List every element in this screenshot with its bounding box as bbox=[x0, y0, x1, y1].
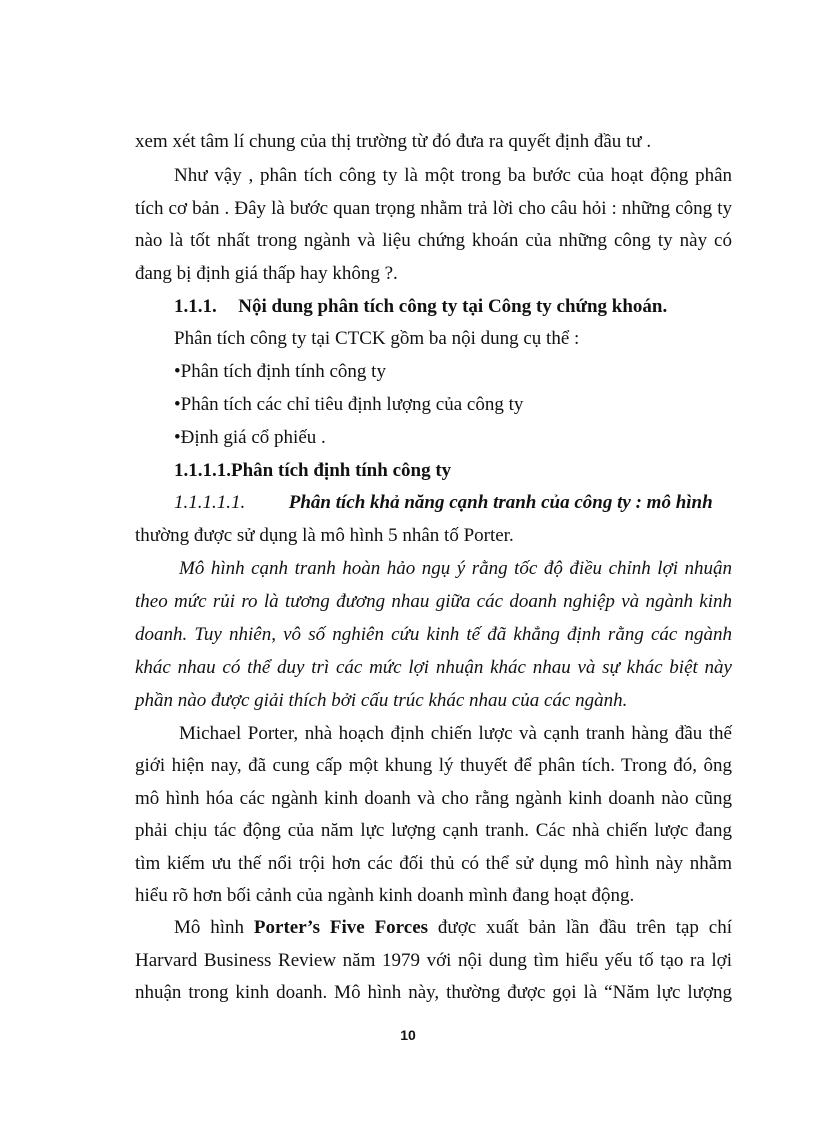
heading-continuation: thường được sử dụng là mô hình 5 nhân tố Porter. bbox=[135, 525, 514, 546]
paragraph-line: theo mức rủi ro là tương đương nhau giữa các doanh nghiệp và ngành kinh bbox=[135, 591, 732, 612]
section-heading-1-1-1-1: 1.1.1.1.Phân tích định tính công ty bbox=[174, 460, 452, 481]
text-run: Mô hình bbox=[174, 917, 254, 938]
list-item bbox=[174, 426, 771, 450]
paragraph-line: xem xét tâm lí chung của thị trường từ đó đưa ra quyết định đầu tư . bbox=[135, 131, 652, 152]
paragraph-line: doanh. Tuy nhiên, vô số nghiên cứu kinh tế đã khẳng định rằng các ngành bbox=[135, 624, 732, 645]
heading-number: 1.1.1.1.1. bbox=[174, 492, 246, 513]
paragraph-line: Như vậy , phân tích công ty là một trong ba bước của hoạt động phân bbox=[174, 165, 732, 186]
paragraph-line: Michael Porter, nhà hoạch định chiến lược và cạnh tranh hàng đầu thế bbox=[179, 723, 732, 744]
heading-number: 1.1.1. bbox=[174, 296, 217, 317]
list-intro: Phân tích công ty tại CTCK gồm ba nội dung cụ thể : bbox=[174, 328, 580, 349]
bullet-icon: • bbox=[174, 394, 181, 415]
bullet-icon: • bbox=[174, 361, 181, 382]
paragraph-line: phần nào được giải thích bởi cấu trúc khác nhau của các ngành. bbox=[135, 690, 628, 711]
text-run: được xuất bản lần đầu trên tạp chí bbox=[428, 917, 732, 938]
paragraph-line bbox=[174, 916, 732, 940]
paragraph-line: Mô hình cạnh tranh hoàn hảo ngụ ý rằng tốc độ điều chỉnh lợi nhuận bbox=[179, 558, 732, 579]
paragraph-line: tích cơ bản . Đây là bước quan trọng nhằm trả lời cho câu hỏi : những công ty bbox=[135, 198, 732, 219]
paragraph-line: giới hiện nay, đã cung cấp một khung lý thuyết để phân tích. Trong đó, ông bbox=[135, 755, 732, 776]
list-item bbox=[174, 360, 771, 384]
paragraph-line: đang bị định giá thấp hay không ?. bbox=[135, 263, 398, 284]
paragraph-line: nào là tốt nhất trong ngành và liệu chứng khoán của những công ty này có bbox=[135, 230, 732, 251]
heading-title: Nội dung phân tích công ty tại Công ty chứng khoán. bbox=[238, 296, 668, 317]
paragraph-line: Harvard Business Review năm 1979 với nội dung tìm hiểu yếu tố tạo ra lợi bbox=[135, 950, 732, 971]
bullet-icon: • bbox=[174, 427, 181, 448]
list-item-text: Phân tích các chỉ tiêu định lượng của công ty bbox=[180, 394, 524, 415]
paragraph-line: khác nhau có thể duy trì các mức lợi nhuận khác nhau và sự khác biệt này bbox=[135, 657, 732, 678]
heading-title: Phân tích khả năng cạnh tranh của công ty : mô hình bbox=[288, 492, 713, 513]
bold-term: Porter’s Five Forces bbox=[253, 917, 429, 938]
paragraph-line: mô hình hóa các ngành kinh doanh và cho rằng ngành kinh doanh nào cũng bbox=[135, 788, 732, 809]
section-heading-1-1-1 bbox=[174, 295, 771, 319]
list-item-text: Định giá cổ phiếu . bbox=[180, 427, 326, 448]
paragraph-line: hiểu rõ hơn bối cảnh của ngành kinh doanh mình đang hoạt động. bbox=[135, 885, 635, 906]
paragraph-line: nhuận trong kinh doanh. Mô hình này, thường được gọi là “Năm lực lượng bbox=[135, 982, 732, 1003]
section-heading-1-1-1-1-1 bbox=[174, 491, 771, 515]
paragraph-line: phải chịu tác động của năm lực lượng cạnh tranh. Các nhà chiến lược đang bbox=[135, 820, 732, 841]
list-item bbox=[174, 393, 771, 417]
page-number: 10 bbox=[400, 1027, 416, 1043]
list-item-text: Phân tích định tính công ty bbox=[180, 361, 386, 382]
paragraph-line: tìm kiếm ưu thế nổi trội hơn các đối thủ có thể sử dụng mô hình này nhằm bbox=[135, 853, 732, 874]
